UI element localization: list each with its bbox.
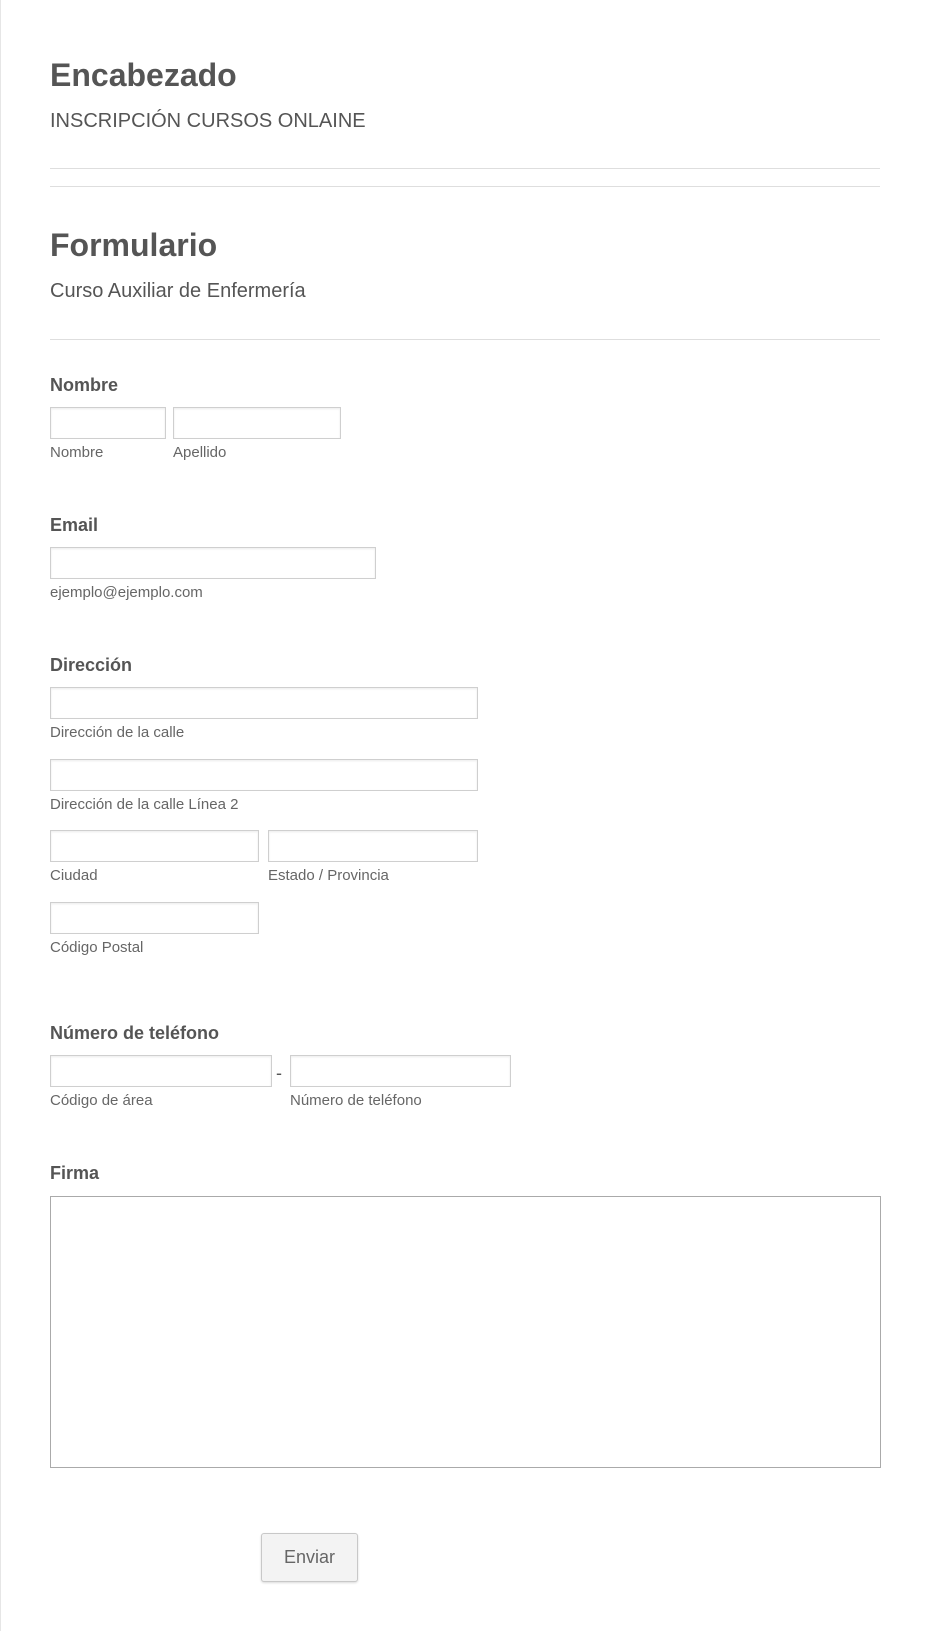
street-address-line2-sublabel: Dirección de la calle Línea 2 bbox=[50, 796, 239, 813]
phone-number-input[interactable] bbox=[290, 1055, 511, 1087]
email-input[interactable] bbox=[50, 547, 376, 579]
city-sublabel: Ciudad bbox=[50, 867, 98, 884]
state-sublabel: Estado / Provincia bbox=[268, 867, 389, 884]
first-name-sublabel: Nombre bbox=[50, 444, 104, 461]
phone-separator: - bbox=[276, 1063, 282, 1083]
form-header-divider bbox=[50, 339, 880, 340]
email-sublabel: ejemplo@ejemplo.com bbox=[50, 584, 203, 601]
street-address-input[interactable] bbox=[50, 687, 478, 719]
last-name-input[interactable] bbox=[173, 407, 341, 439]
street-address-line2-input[interactable] bbox=[50, 759, 478, 791]
area-code-sublabel: Código de área bbox=[50, 1092, 153, 1109]
form-title: Formulario bbox=[50, 227, 218, 263]
street-address-sublabel: Dirección de la calle bbox=[50, 724, 185, 741]
page-break-divider bbox=[50, 186, 880, 187]
postal-code-input[interactable] bbox=[50, 902, 259, 934]
email-label: Email bbox=[50, 515, 99, 535]
header-title: Encabezado bbox=[50, 57, 237, 93]
first-name-input[interactable] bbox=[50, 407, 166, 439]
phone-label: Número de teléfono bbox=[50, 1023, 220, 1043]
phone-number-sublabel: Número de teléfono bbox=[290, 1092, 422, 1109]
last-name-sublabel: Apellido bbox=[173, 444, 227, 461]
signature-label: Firma bbox=[50, 1163, 100, 1183]
postal-code-sublabel: Código Postal bbox=[50, 939, 144, 956]
form-subtitle: Curso Auxiliar de Enfermería bbox=[50, 280, 306, 302]
city-input[interactable] bbox=[50, 830, 259, 862]
address-label: Dirección bbox=[50, 655, 133, 675]
submit-button[interactable]: Enviar bbox=[261, 1533, 358, 1582]
state-input[interactable] bbox=[268, 830, 478, 862]
header-subtitle: INSCRIPCIÓN CURSOS ONLAINE bbox=[50, 110, 366, 132]
page-left-border bbox=[0, 0, 1, 1631]
header-divider bbox=[50, 168, 880, 169]
signature-pad[interactable] bbox=[50, 1196, 881, 1468]
area-code-input[interactable] bbox=[50, 1055, 272, 1087]
name-label: Nombre bbox=[50, 375, 119, 395]
